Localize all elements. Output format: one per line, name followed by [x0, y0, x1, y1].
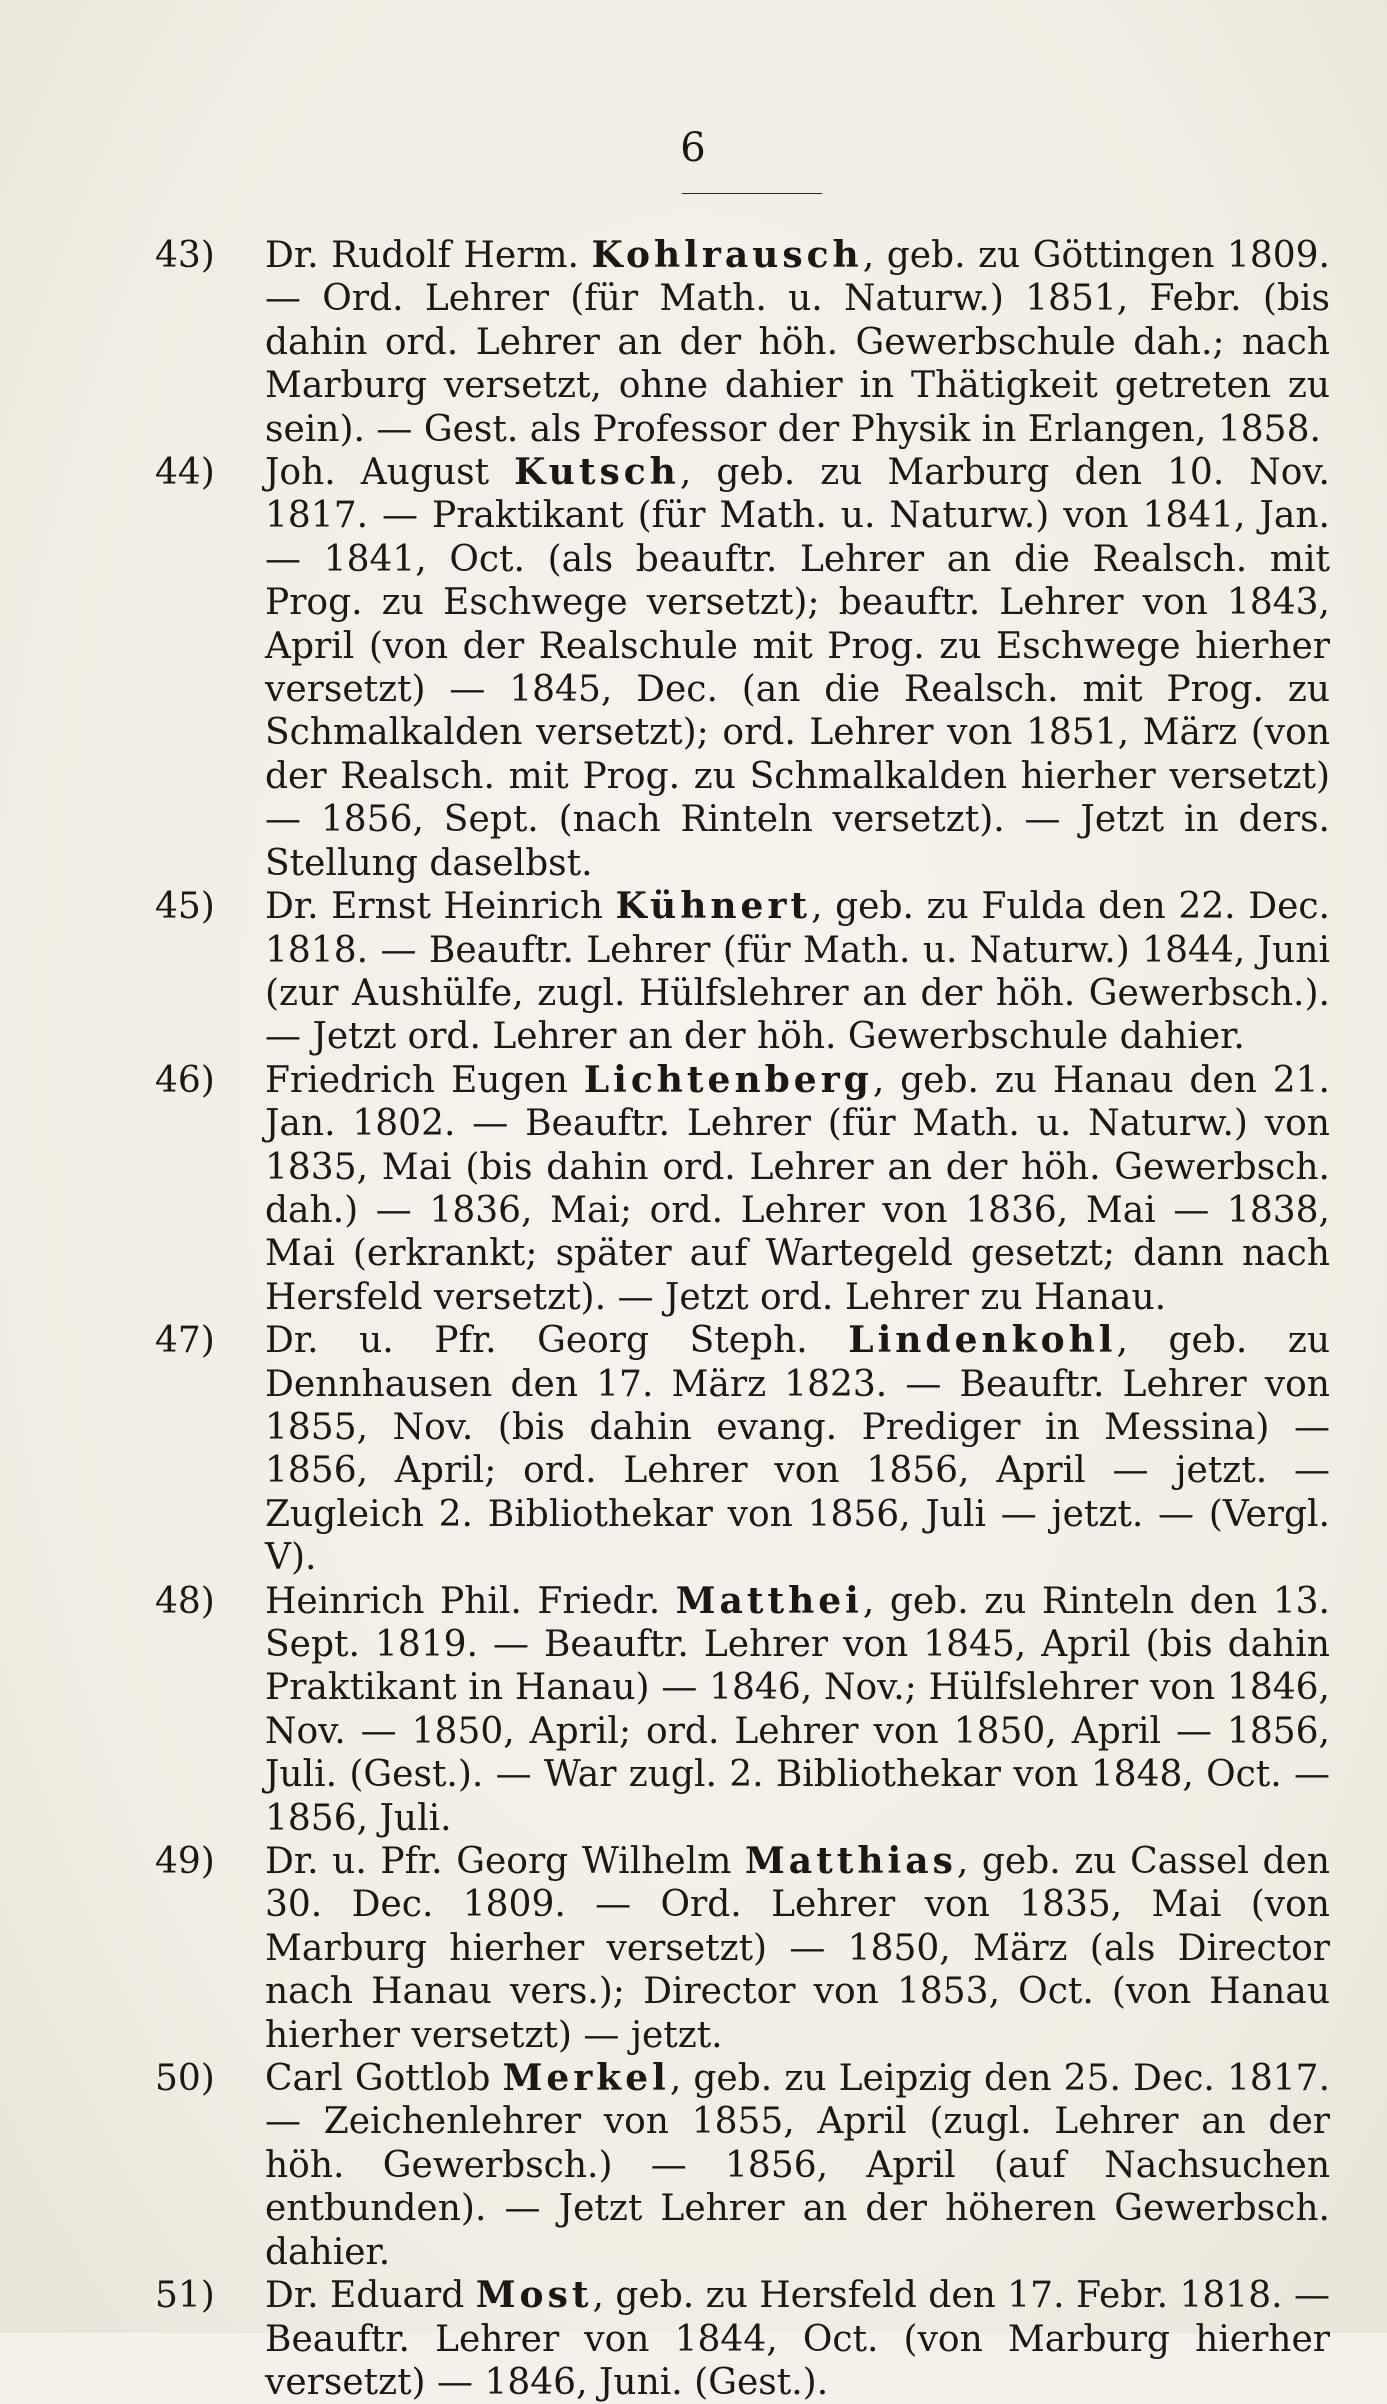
entry-number: 47)	[155, 1320, 215, 1362]
header-rule	[682, 193, 822, 194]
page-number: 6	[680, 125, 707, 171]
entry-text: , geb. zu Fulda den 22. Dec. 1818. — Beauftr. Lehrer (für Math. u. Naturw.) 1844, Juni (zur Aushülfe, zugl. Hülfslehrer an der höh. Gewerbsch.). — Jetzt ord. Lehrer an der höh. Gewerbschule dahier.	[265, 886, 1330, 1058]
entry-49	[155, 1840, 1330, 2057]
entry-number: 50)	[155, 2058, 215, 2100]
entry-prefix: Joh. August	[265, 452, 515, 494]
entry-46	[155, 1059, 1330, 1319]
entry-surname: Lichtenberg	[583, 1058, 873, 1101]
entry-surname: Kohlrausch	[591, 234, 863, 276]
entry-number: 44)	[155, 452, 215, 494]
entry-number: 49)	[155, 1841, 215, 1883]
entry-number: 46)	[155, 1059, 215, 1101]
entry-prefix: Dr. u. Pfr. Georg Steph.	[265, 1320, 849, 1362]
entry-text: , geb. zu Marburg den 10. Nov. 1817. — Praktikant (für Math. u. Naturw.) von 1841, Jan. — 1841, Oct. (als beauftr. Lehrer an die Realsch. mit Prog. zu Eschwege versetzt); beauftr. Lehrer von 1843, April (von der Realschule mit Prog. zu Eschwege hierher versetzt) — 1845, Dec. (an die Realsch. mit Prog. zu Schmalkalden versetzt); ord. Lehrer von 1851, März (von der Realsch. mit Prog. zu Schmalkalden hierher versetzt) — 1856, Sept. (nach Rinteln versetzt). — Jetzt in ders. Stellung daselbst.	[265, 452, 1330, 884]
entry-50	[155, 2057, 1330, 2274]
entry-text: , geb. zu Leipzig den 25. Dec. 1817. — Zeichenlehrer von 1855, April (zugl. Lehrer an der höh. Gewerbsch.) — 1856, April (auf Nachsuchen entbunden). — Jetzt Lehrer an der höheren Gewerbsch. dahier.	[265, 2058, 1331, 2273]
entry-surname: Kühnert	[615, 885, 812, 928]
entry-number: 45)	[155, 886, 215, 928]
entry-44	[155, 451, 1330, 885]
entry-text: , geb. zu Rinteln den 13. Sept. 1819. — Beauftr. Lehrer von 1845, April (bis dahin Praktikant in Hanau) — 1846, Nov.; Hülfslehrer von 1846, Nov. — 1850, April; ord. Lehrer von 1850, April — 1856, Juli. (Gest.). — War zugl. 2. Bibliothekar von 1848, Oct. — 1856, Juli.	[265, 1580, 1330, 1839]
entry-text: , geb. zu Cassel den 30. Dec. 1809. — Ord. Lehrer von 1835, Mai (von Marburg hierher versetzt) — 1850, März (als Director nach Hanau vers.); Director von 1853, Oct. (von Hanau hierher versetzt) — jetzt.	[265, 1841, 1330, 2056]
entry-text: , geb. zu Dennhausen den 17. März 1823. — Beauftr. Lehrer von 1855, Nov. (bis dahin evang. Prediger in Messina) — 1856, April; ord. Lehrer von 1856, April — jetzt. — Zugleich 2. Bibliothekar von 1856, Juli — jetzt. — (Vergl. V).	[265, 1320, 1331, 1579]
entry-surname: Kutsch	[514, 451, 680, 494]
entry-45	[155, 885, 1330, 1059]
entry-43	[155, 234, 1330, 451]
entry-number: 48)	[155, 1580, 215, 1622]
entry-number: 51)	[155, 2275, 215, 2317]
entry-prefix: Dr. Eduard	[265, 2275, 476, 2317]
entry-prefix: Dr. u. Pfr. Georg Wilhelm	[265, 1841, 745, 1883]
entry-surname: Most	[475, 2274, 593, 2317]
entry-surname: Merkel	[502, 2057, 670, 2100]
entry-text: , geb. zu Hanau den 21. Jan. 1802. — Beauftr. Lehrer (für Math. u. Naturw.) von 1835, Mai (bis dahin ord. Lehrer an der höh. Gewerbsch. dah.) — 1836, Mai; ord. Lehrer von 1836, Mai — 1838, Mai (erkrankt; später auf Wartegeld gesetzt; dann nach Hersfeld versetzt). — Jetzt ord. Lehrer zu Hanau.	[265, 1059, 1330, 1318]
entry-text: , geb. zu Hersfeld den 17. Febr. 1818. — Beauftr. Lehrer von 1844, Oct. (von Marburg hierher versetzt) — 1846, Juni. (Gest.).	[265, 2275, 1330, 2403]
entry-surname: Matthei	[675, 1579, 863, 1622]
entry-number: 43)	[155, 235, 215, 276]
entry-48	[155, 1580, 1330, 1840]
entry-prefix: Heinrich Phil. Friedr.	[265, 1580, 676, 1622]
entry-list	[155, 234, 1330, 2404]
entry-prefix: Dr. Rudolf Herm.	[265, 235, 592, 276]
entry-text: , geb. zu Göttingen 1809. — Ord. Lehrer (für Math. u. Naturw.) 1851, Febr. (bis dahin ord. Lehrer an der höh. Gewerbschule dah.; nach Marburg versetzt, ohne dahier in Thätigkeit getreten zu sein). — Gest. als Professor der Physik in Erlangen, 1858.	[265, 235, 1330, 450]
entry-51	[155, 2274, 1330, 2404]
entry-surname: Lindenkohl	[848, 1319, 1117, 1362]
entry-prefix: Carl Gottlob	[265, 2058, 503, 2100]
entry-prefix: Friedrich Eugen	[265, 1059, 584, 1101]
entry-surname: Matthias	[744, 1840, 957, 1883]
entry-prefix: Dr. Ernst Heinrich	[265, 886, 616, 928]
entry-47	[155, 1319, 1330, 1579]
